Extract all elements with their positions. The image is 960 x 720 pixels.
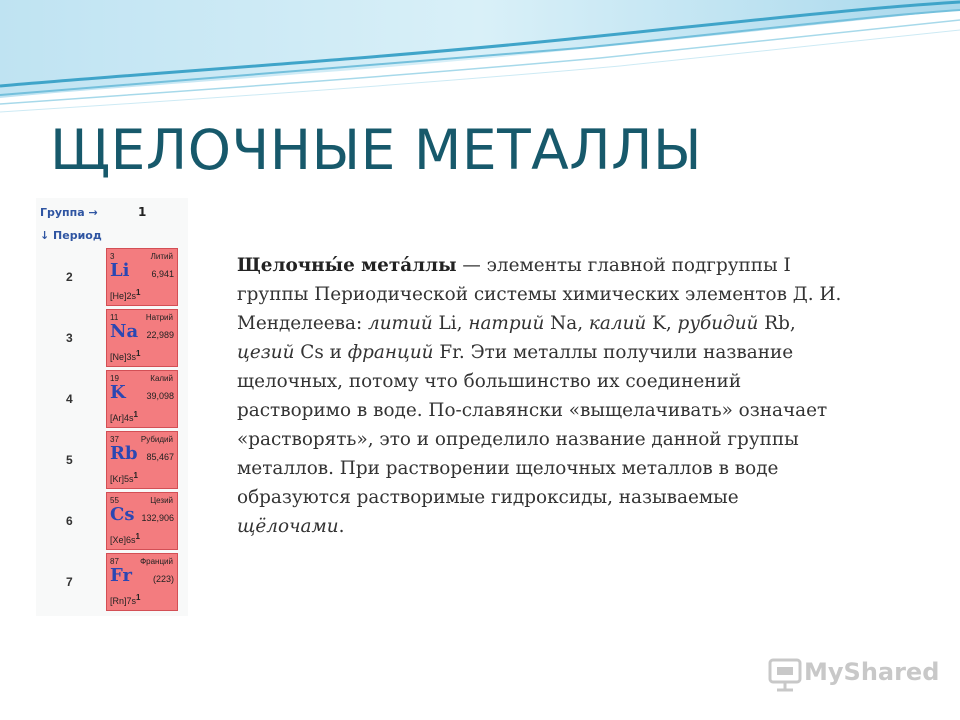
group-header: Группа → <box>40 206 98 219</box>
period-number: 5 <box>66 453 73 467</box>
element-name: Франций <box>140 557 173 566</box>
element-name: Натрий <box>145 313 173 322</box>
period-number: 4 <box>66 392 73 406</box>
period-number: 6 <box>66 514 73 528</box>
table-row <box>36 370 188 428</box>
element-cell-rubidium <box>106 431 178 489</box>
element-cell-lithium <box>106 248 178 306</box>
atomic-number: 87 <box>110 557 119 566</box>
electron-config: $[Ar]4s^1$ <box>110 410 138 423</box>
electron-config: $[Rn]7s^1$ <box>110 593 141 606</box>
element-name: Рубидий <box>140 435 173 444</box>
table-row <box>36 431 188 489</box>
period-number: 2 <box>66 270 73 284</box>
slide-title: ЩЕЛОЧНЫЕ МЕТАЛЛЫ <box>50 118 703 182</box>
element-symbol: K <box>110 382 126 403</box>
decorative-wave-banner <box>0 0 960 130</box>
period-number: 3 <box>66 331 73 345</box>
electron-config: $[Ne]3s^1$ <box>110 349 141 362</box>
period-header: ↓ Период <box>40 229 102 242</box>
element-symbol: Cs <box>110 504 135 525</box>
atomic-mass: 39,098 <box>146 391 174 401</box>
table-row <box>36 553 188 611</box>
periodic-table-excerpt <box>36 198 188 616</box>
element-name: Калий <box>150 374 173 383</box>
group-number: 1 <box>138 205 147 219</box>
term-heading: Щелочны́е мета́ллы <box>237 255 457 276</box>
electron-config: $[He]2s^1$ <box>110 288 141 301</box>
electron-config: $[Xe]6s^1$ <box>110 532 140 545</box>
element-symbol: Fr <box>110 565 132 586</box>
element-symbol: Na <box>110 321 139 342</box>
table-row <box>36 492 188 550</box>
element-name: Литий <box>150 252 173 261</box>
table-row <box>36 309 188 367</box>
atomic-mass: 132,906 <box>141 513 174 523</box>
atomic-mass: (223) <box>152 574 174 584</box>
atomic-mass: 22,989 <box>146 330 174 340</box>
table-row <box>36 248 188 306</box>
body-paragraph: Щелочны́е мета́ллы — элементы главной подгруппы I группы Периодической системы химических элементов Д. И. Менделеева: литий Li, натрий Na, калий K, рубидий Rb, цезий Cs и франций Fr. Эти металлы получили название щелочных, потому что большинство их соединений растворимо в воде. По-славянски «выщелачивать» означает «растворять», это и определило название данной группы металлов. При растворении щелочных металлов в воде образуются растворимые гидроксиды, называемые щёлочами. <box>237 255 842 537</box>
element-cell-sodium <box>106 309 178 367</box>
atomic-number: 3 <box>110 252 115 261</box>
atomic-mass: 6,941 <box>151 269 174 279</box>
element-cell-francium <box>106 553 178 611</box>
atomic-number: 55 <box>110 496 119 505</box>
atomic-number: 11 <box>110 313 119 322</box>
logo-text[interactable]: MyShared <box>804 658 940 686</box>
atomic-number: 37 <box>110 435 119 444</box>
electron-config: $[Kr]5s^1$ <box>110 471 138 484</box>
period-number: 7 <box>66 575 73 589</box>
element-name: Цезий <box>150 496 173 505</box>
atomic-mass: 85,467 <box>146 452 174 462</box>
atomic-number: 19 <box>110 374 119 383</box>
element-cell-caesium <box>106 492 178 550</box>
element-cell-potassium <box>106 370 178 428</box>
element-symbol: Li <box>110 260 130 281</box>
element-symbol: Rb <box>110 443 138 464</box>
